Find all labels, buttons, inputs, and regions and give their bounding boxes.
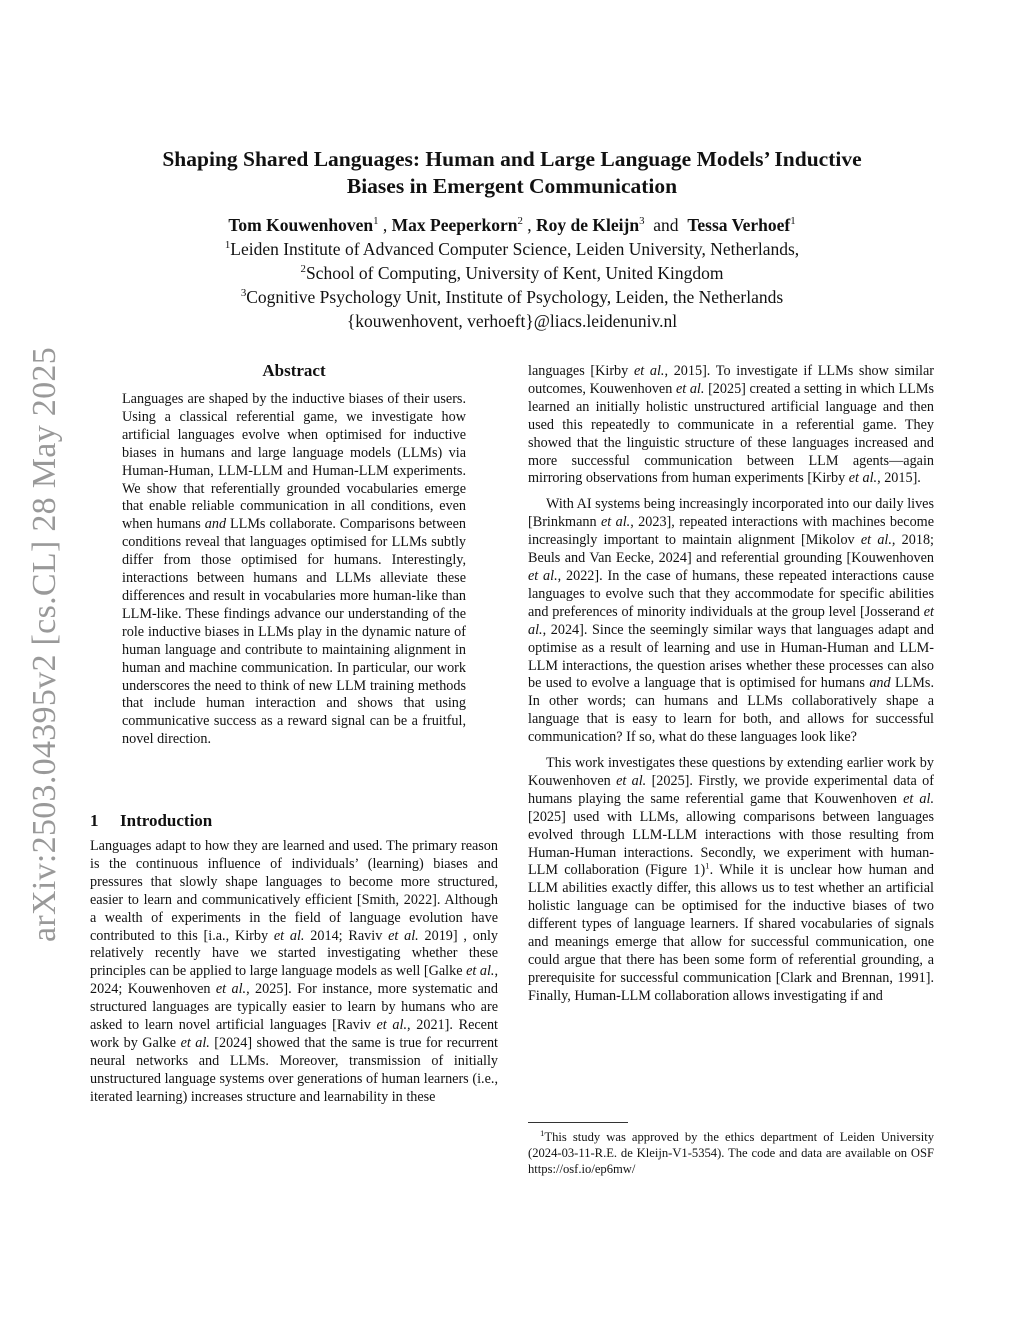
emphasis: et al. xyxy=(528,567,558,584)
emphasis: and xyxy=(869,675,891,692)
text-run: 2019] , only relatively recently have we started investigating whether these principles can be applied to large language models as well [Galke xyxy=(90,927,498,980)
text-run: Languages are shaped by the inductive biases of their users. Using a classical referential game, we investigate how artificial languages evolve when optimised for inductive biases in humans and large language models (LLMs) via Human-Human, LLM-LLM and Human-LLM experiments. We show that referentially grounded vocabularies emerge that enable reliable communication in all conditions, even when humans xyxy=(122,391,466,533)
text-run: , 2021]. Recent work by Galke xyxy=(90,1017,498,1051)
text-run: , 2024; Kouwenhoven xyxy=(90,963,499,998)
footnote-marker: 1 xyxy=(705,860,710,871)
arxiv-identifier: arXiv:2503.04395v2 [cs.CL] 28 May 2025 xyxy=(26,347,63,942)
affiliation-number: 3 xyxy=(240,287,247,300)
text-run: [2025] used with LLMs, allowing comparisons between languages evolved through LLM-LLM interactions with those resulting from Human-Human interactions. Secondly, we experiment with human-LLM collaboration (Figure 1) xyxy=(528,808,934,879)
text-run: 2014; Raviv xyxy=(304,927,389,944)
text-run: LLMs. In other words; can humans and LLMs collaboratively shape a language that is easy to learn for both, and allows for successful communication? If so, what do these languages look like? xyxy=(528,675,934,746)
affiliation xyxy=(90,237,934,261)
paper-title xyxy=(90,146,934,200)
text-run: , 2025]. For instance, more systematic and structured languages are typically easier to learn by humans who are asked to learn novel artificial languages [Raviv xyxy=(90,981,498,1034)
text-run: , 2022]. In the case of humans, these repeated interactions cause languages to evolve such that they accommodate for specific abilities and preferences of minority individuals at the group level [Josserand xyxy=(528,567,934,620)
author-affiliation-mark: 1 xyxy=(373,215,379,228)
emphasis: et al. xyxy=(273,927,305,944)
emphasis: et al. xyxy=(600,514,631,531)
author-name: Tom Kouwenhoven xyxy=(228,215,374,235)
author-and: and xyxy=(653,215,679,235)
abstract-heading: Abstract xyxy=(262,361,326,380)
text-run: , 2015]. xyxy=(877,470,921,487)
emphasis: et al. xyxy=(633,363,665,379)
emphasis: et al. xyxy=(860,532,892,549)
text-run: LLMs collaborate. Comparisons between conditions reveal that languages optimised for LLMs subtly differ from those optimised for humans. Interestingly, interactions between humans and LLMs alleviate these differences and result in vocabularies more human-like than LLM-like. These findings advance our understanding of the role inductive biases in LLMs play in the dynamic nature of human language and contribute to maintaining alignment in human and machine communication. In particular, our work underscores the need to think of new LLM training methods that include human interaction and shows that using communicative success as a reward signal can be a fruitful, novel direction. xyxy=(122,516,466,748)
author-list xyxy=(90,213,934,237)
emphasis: et al. xyxy=(215,981,247,998)
text-run: [2025] created a setting in which LLMs learned an initially holistic unstructured artificial language and then used this repeatedly to communicate in a referential game. They showed that the linguistic structure of these languages increased and more successful communication between LLM agents—again mirroring observations from human experiments [Kirby xyxy=(528,380,934,487)
section-heading-introduction xyxy=(90,811,212,831)
author-affiliation-mark: 1 xyxy=(790,215,796,228)
paragraph xyxy=(528,496,934,747)
affiliation-text: Leiden Institute of Advanced Computer Science, Leiden University, Netherlands, xyxy=(230,239,800,259)
author-affiliation-mark: 3 xyxy=(639,215,645,228)
emphasis: et al. xyxy=(466,963,495,980)
emphasis: et al. xyxy=(528,603,934,638)
author-email: {kouwenhovent, verhoeft}@liacs.leidenuniv.nl xyxy=(346,311,678,331)
emphasis: et al. xyxy=(675,380,705,397)
footnote-number: 1 xyxy=(540,1127,545,1138)
emphasis: et al. xyxy=(903,790,934,807)
right-column xyxy=(528,363,934,1006)
text-run: , 2023], repeated interactions with machines become increasingly important to maintain alignment [Mikolov xyxy=(528,514,935,549)
emphasis: et al. xyxy=(616,772,647,789)
author-affiliation-mark: 2 xyxy=(517,215,523,228)
author-separator: , xyxy=(382,215,388,235)
text-run: languages [Kirby xyxy=(528,363,634,379)
emphasis: and xyxy=(204,516,227,533)
author-name: Max Peeperkorn xyxy=(391,215,518,235)
author-block xyxy=(90,213,934,333)
title-line-2: Biases in Emergent Communication xyxy=(346,174,678,198)
emphasis: et al. xyxy=(388,927,419,944)
text-run: [2024] showed that the same is true for recurrent neural networks and LLMs. Moreover, transmission of initially unstructured language systems over generations of human learners (i.e., iterated learning) increases structure and learnability in these xyxy=(90,1034,498,1105)
author-name: Tessa Verhoef xyxy=(687,215,791,235)
section-title: Introduction xyxy=(120,811,213,830)
emphasis: et al. xyxy=(848,470,878,487)
affiliation-text: School of Computing, University of Kent, United Kingdom xyxy=(305,263,724,283)
footnote-text: This study was approved by the ethics department of Leiden University (2024-03-11-R.E. de Kleijn-V1-5354). The code and data are available on OSF https://osf.io/ep6mw/ xyxy=(528,1130,934,1176)
text-run: With AI systems being increasingly incorporated into our daily lives [Brinkmann xyxy=(528,496,934,531)
affiliation xyxy=(90,285,934,309)
author-name: Roy de Kleijn xyxy=(536,215,640,235)
title-line-1: Shaping Shared Languages: Human and Large Language Models’ Inductive xyxy=(162,147,862,171)
text-run: Languages adapt to how they are learned and used. The primary reason is the continuous influence of individuals’ (learning) biases and pressures that slowly shape languages to become more structured, easier to learn and communicatively efficient [Smith, 2022]. Although a wealth of experiments in the field of language evolution have contributed to this [i.a., Kirby xyxy=(90,838,498,944)
affiliation-text: Cognitive Psychology Unit, Institute of Psychology, Leiden, the Netherlands xyxy=(246,287,784,307)
abstract-text xyxy=(122,391,466,749)
text-run: , 2015]. To investigate if LLMs show similar outcomes, Kouwenhoven xyxy=(528,363,934,397)
text-run: [2025]. Firstly, we provide experimental data of humans playing the same referential game that Kouwenhoven xyxy=(528,772,934,807)
affiliation-number: 2 xyxy=(300,263,306,276)
text-run: , 2018; Beuls and Van Eecke, 2024] and referential grounding [Kouwenhoven xyxy=(528,532,934,567)
affiliation xyxy=(90,261,934,285)
paragraph xyxy=(528,755,934,1006)
affiliation-number: 1 xyxy=(224,239,231,252)
text-run: , 2024]. Since the seemingly similar ways that languages adapt and optimise as a result of learning and use in Human-Human and LLM-LLM interactions, the question arises whether these processes can also be used to evolve a language that is optimised for humans xyxy=(528,621,934,692)
text-run: This work investigates these questions by extending earlier work by Kouwenhoven xyxy=(528,755,934,789)
paragraph xyxy=(528,363,934,488)
introduction-paragraph xyxy=(90,838,498,1107)
text-run: . While it is unclear how human and LLM abilities exactly differ, this allows us to test whether an artificial holistic language can be optimised for the inductive biases of two different types of language learners. If shared vocabularies of signals and meanings emerge that allow for successful communication, one could argue that there has been some form of referential grounding, a prerequisite for successful communication [Clark and Brennan, 1991]. Finally, Human-LLM collaboration allows investigating if and xyxy=(528,862,934,1004)
footnote-divider xyxy=(528,1122,628,1123)
footnote xyxy=(528,1129,934,1177)
emphasis: et al. xyxy=(376,1017,408,1034)
author-separator: , xyxy=(527,215,532,235)
section-number: 1 xyxy=(90,811,99,830)
emphasis: et al. xyxy=(180,1034,210,1051)
